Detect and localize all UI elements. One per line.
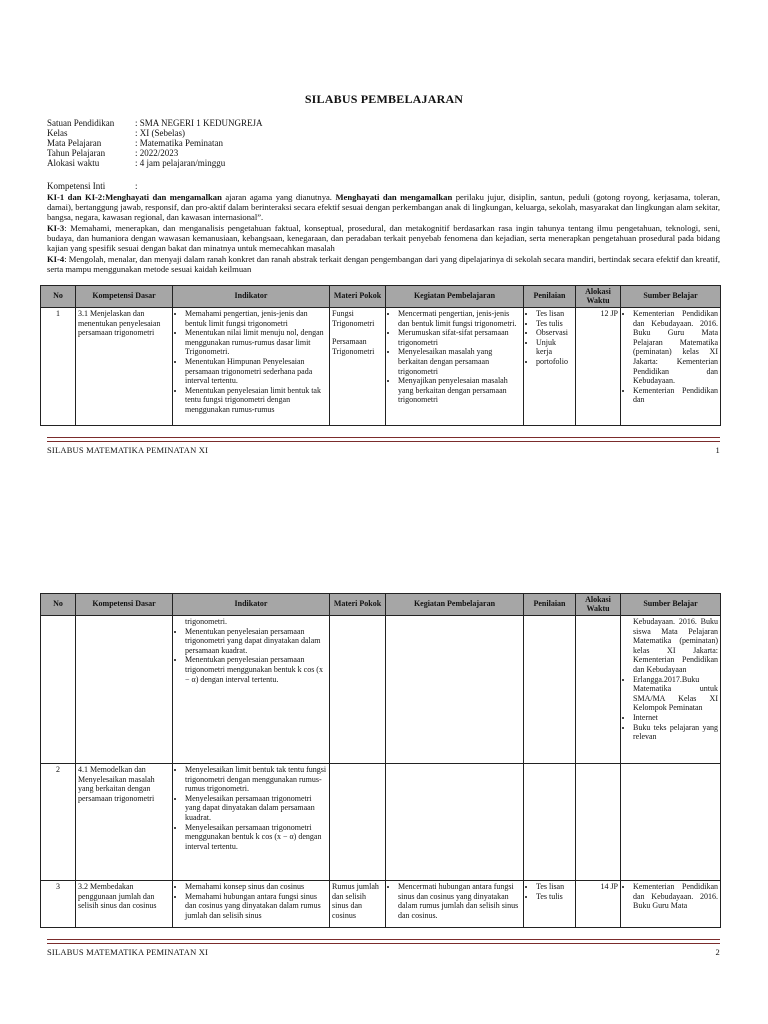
indikator-item: • Menentukan penyelesaian limit bentuk tak tentu fungsi trigonometri dengan menggunakan rumus-rumus [185,386,327,415]
cell-no: 3 [41,881,76,928]
cell-indikator [173,881,330,928]
indikator-item: • Menentukan penyelesaian persamaan trigonometri menggunakan bentuk k cos (x − α) dengan interval tertentu. [185,655,327,684]
indikator-item: • Menentukan penyelesaian persamaan trigonometri yang dapat dinyatakan dalam persamaan kuadrat. [185,627,327,656]
footer-rule [47,943,720,944]
penilaian-item: • Observasi [536,328,573,338]
footer [47,947,720,957]
identity-row [47,118,263,128]
sumber-item: • Buku teks pelajaran yang relevan [633,723,718,742]
cell-kd: 3.1 Menjelaskan dan menentukan penyelesaian persamaan trigonometri [76,308,173,426]
cell-no: 2 [41,764,76,881]
cell-no: 1 [41,308,76,426]
ki-colon: : [135,181,138,191]
identity-key: Mata Pelajaran [47,138,102,148]
cell-kegiatan [386,881,524,928]
cell-penilaian [524,308,576,426]
header-materi-pokok: Materi Pokok [330,286,386,308]
cell-penilaian [524,881,576,928]
penilaian-item: • Tes tulis [536,319,573,329]
identity-value: : SMA NEGERI 1 KEDUNGREJA [135,118,263,128]
cell-alokasi: 12 JP [576,308,621,426]
footer-rule [47,939,720,940]
footer-title: SILABUS MATEMATIKA PEMINATAN XI [47,445,209,455]
identity-key: Tahun Pelajaran [47,148,106,158]
cell-no [41,616,76,764]
cell-kd: 4.1 Memodelkan dan Menyelesaikan masalah yang berkaitan dengan persamaan trigonometri [76,764,173,881]
cell-kegiatan [386,764,524,881]
indikator-item: • Menentukan nilai limit menuju nol, dengan menggunakan rumus-rumus dasar limit Trigonometri. [185,328,327,357]
table-header-row [41,594,721,616]
cell-alokasi [576,764,621,881]
identity-row [47,128,185,138]
materi-item: Fungsi Trigonometri [332,309,375,328]
indikator-item: • Menyelesaikan limit bentuk tak tentu fungsi trigonometri dengan menggunakan rumus-rumus trigonometri. [185,765,327,794]
header-sumber: Sumber Belajar [621,594,721,616]
header-indikator: Indikator [173,594,330,616]
header-alokasi: Alokasi Waktu [576,286,621,308]
indikator-item: • Menentukan Himpunan Penyelesaian persamaan trigonometri sederhana pada interval tertentu. [185,357,327,386]
header-kegiatan: Kegiatan Pembelajaran [386,594,524,616]
kegiatan-item: • Mencermati pengertian, jenis-jenis dan bentuk limit fungsi trigonometri. [398,309,521,328]
header-no: No [41,594,76,616]
table-row [41,616,721,764]
kegiatan-item: • Menyelesaikan masalah yang berkaitan dengan persamaan trigonometri [398,347,521,376]
footer [47,445,720,455]
header-kompetensi-dasar: Kompetensi Dasar [76,594,173,616]
kegiatan-item: • Merumuskan sifat-sifat persamaan trigonometri [398,328,521,347]
ki-1-text: ajaran agama yang dianutnya. [221,192,336,202]
cell-kd: 3.2 Membedakan penggunaan jumlah dan selisih sinus dan cosinus [76,881,173,928]
table-header-row [41,286,721,308]
ki-1-label: KI-1 dan KI-2: [47,192,106,202]
header-sumber: Sumber Belajar [621,286,721,308]
document-title: SILABUS PEMBELAJARAN [304,92,464,106]
header-indikator: Indikator [173,286,330,308]
cell-materi [330,764,386,881]
cell-sumber [621,616,721,764]
header-penilaian: Penilaian [524,594,576,616]
cell-indikator [173,308,330,426]
penilaian-item: • Tes lisan [536,882,573,892]
page-number: 1 [715,445,720,455]
cell-materi [330,308,386,426]
identity-value: : XI (Sebelas) [135,128,185,138]
ki-2-text: perilaku jujur, disiplin, santun, peduli (gotong royong, kerjasama, toleran, damai), bertanggung jawab, responsif, dan pro-aktif dalam berinteraksi secara efektif sesuai dengan perkembangan anak di lingkungan, keluarga, sekolah, masyarakat dan lingkungan alam sekitar, bangsa, negara, kawasan regional, dan kawasan internasional”. [47,192,720,223]
kegiatan-item: • Menyajikan penyelesaian masalah yang berkaitan dengan persamaan trigonometri [398,376,521,405]
footer-rule [47,441,720,442]
ki-4-label: KI-4 [47,254,65,264]
penilaian-item: • Tes tulis [536,892,573,902]
ki-4-text: : Mengolah, menalar, dan menyaji dalam ranah konkret dan ranah abstrak terkait dengan pengembangan dari yang dipelajarinya di sekolah secara mandiri, bertindak secara efektif dan kreatif, serta mampu menggunakan metode sesuai kaidah keilmuan [47,254,720,275]
header-no: No [41,286,76,308]
indikator-item: • Memahami konsep sinus dan cosinus [185,882,327,892]
sumber-item: • Kementerian Pendidikan dan Kebudayaan. 2016. Buku Guru Mata Pelajaran Matematika (peminatan) kelas XI Jakarta: Kementerian Pendidikan dan Kebudayaan. [633,309,718,386]
syllabus-table-page-2 [40,593,721,928]
materi-item: Persamaan Trigonometri [332,337,375,356]
page-number: 2 [715,947,720,957]
cell-indikator [173,616,330,764]
cell-sumber [621,308,721,426]
cell-sumber [621,881,721,928]
cell-sumber [621,764,721,881]
header-materi-pokok: Materi Pokok [330,594,386,616]
ki-4-paragraph [47,254,720,274]
ki-label: Kompetensi Inti [47,181,106,191]
cell-penilaian [524,616,576,764]
indikator-item: • Menyelesaikan persamaan trigonometri yang dapat dinyatakan dalam persamaan kuadrat. [185,794,327,823]
identity-value: : 4 jam pelajaran/minggu [135,158,226,168]
identity-key: Satuan Pendidikan [47,118,115,128]
ki-1-emphasis: Menghayati dan mengamalkan [105,192,222,202]
header-penilaian: Penilaian [524,286,576,308]
footer-rule [47,437,720,438]
sumber-item: • Erlangga.2017.Buku Matematika untuk SMA/MA Kelas XI Kelompok Peminatan [633,675,718,713]
penilaian-item: • Unjuk kerja [536,338,573,357]
sumber-item: • Kementerian Pendidikan dan [633,386,718,405]
footer-title: SILABUS MATEMATIKA PEMINATAN XI [47,947,209,957]
header-alokasi: Alokasi Waktu [576,594,621,616]
sumber-continuation: Kebudayaan. 2016. Buku siswa Mata Pelajaran Matematika (peminatan) kelas XI Jakarta: Kementerian Pendidikan dan Kebudayaan [633,617,718,674]
ki-3-label: KI-3 [47,223,65,233]
ki-heading [47,181,138,191]
kegiatan-item: • Mencermati hubungan antara fungsi sinus dan cosinus yang dinyatakan dalam rumus jumlah dan selisih sinus dan cosinus. [398,882,521,920]
ki-2-emphasis: Menghayati dan mengamalkan [335,192,453,202]
identity-value: : 2022/2023 [135,148,179,158]
syllabus-table-page-1 [40,285,721,426]
identity-key: Alokasi waktu [47,158,100,168]
cell-penilaian [524,764,576,881]
identity-value: : Matematika Peminatan [135,138,223,148]
cell-alokasi: 14 JP [576,881,621,928]
identity-row [47,148,178,158]
header-kompetensi-dasar: Kompetensi Dasar [76,286,173,308]
penilaian-item: • Tes lisan [536,309,573,319]
cell-kegiatan [386,308,524,426]
cell-materi: Rumus jumlah dan selisih sinus dan cosinus [330,881,386,928]
indikator-item: • Memahami hubungan antara fungsi sinus dan cosinus yang dinyatakan dalam rumus jumlah dan selisih sinus [185,892,327,921]
cell-kegiatan [386,616,524,764]
cell-materi [330,616,386,764]
cell-indikator [173,764,330,881]
cell-kd [76,616,173,764]
sumber-item: • Internet [633,713,718,723]
indikator-item: • Memahami pengertian, jenis-jenis dan bentuk limit fungsi trigonometri [185,309,327,328]
identity-row [47,158,225,168]
identity-row [47,138,223,148]
sumber-item: • Kementerian Pendidikan dan Kebudayaan. 2016. Buku Guru Mata [633,882,718,911]
table-row [41,308,721,426]
table-row [41,764,721,881]
table-row [41,881,721,928]
header-kegiatan: Kegiatan Pembelajaran [386,286,524,308]
penilaian-item: • portofolio [536,357,573,367]
cell-alokasi [576,616,621,764]
indikator-continuation: trigonometri. [185,617,227,626]
ki-3-text: : Memahami, menerapkan, dan menganalisis pengetahuan faktual, konseptual, prosedural, dan metakognitif berdasarkan rasa ingin tahunya tentang ilmu pengetahuan, teknologi, seni, budaya, dan humaniora dengan wawasan kemanusiaan, kebangsaan, kenegaraan, dan peradaban terkait penyebab fenomena dan kejadian, serta menerapkan pengetahuan prosedural pada bidang kajian yang spesifik sesuai dengan bakat dan minatnya untuk memecahkan masalah [47,223,720,254]
indikator-item: • Menyelesaikan persamaan trigonometri menggunakan bentuk k cos (x − α) dengan interval tertentu. [185,823,327,852]
ki-1-2-paragraph [47,192,720,223]
identity-key: Kelas [47,128,68,138]
ki-3-paragraph [47,223,720,254]
